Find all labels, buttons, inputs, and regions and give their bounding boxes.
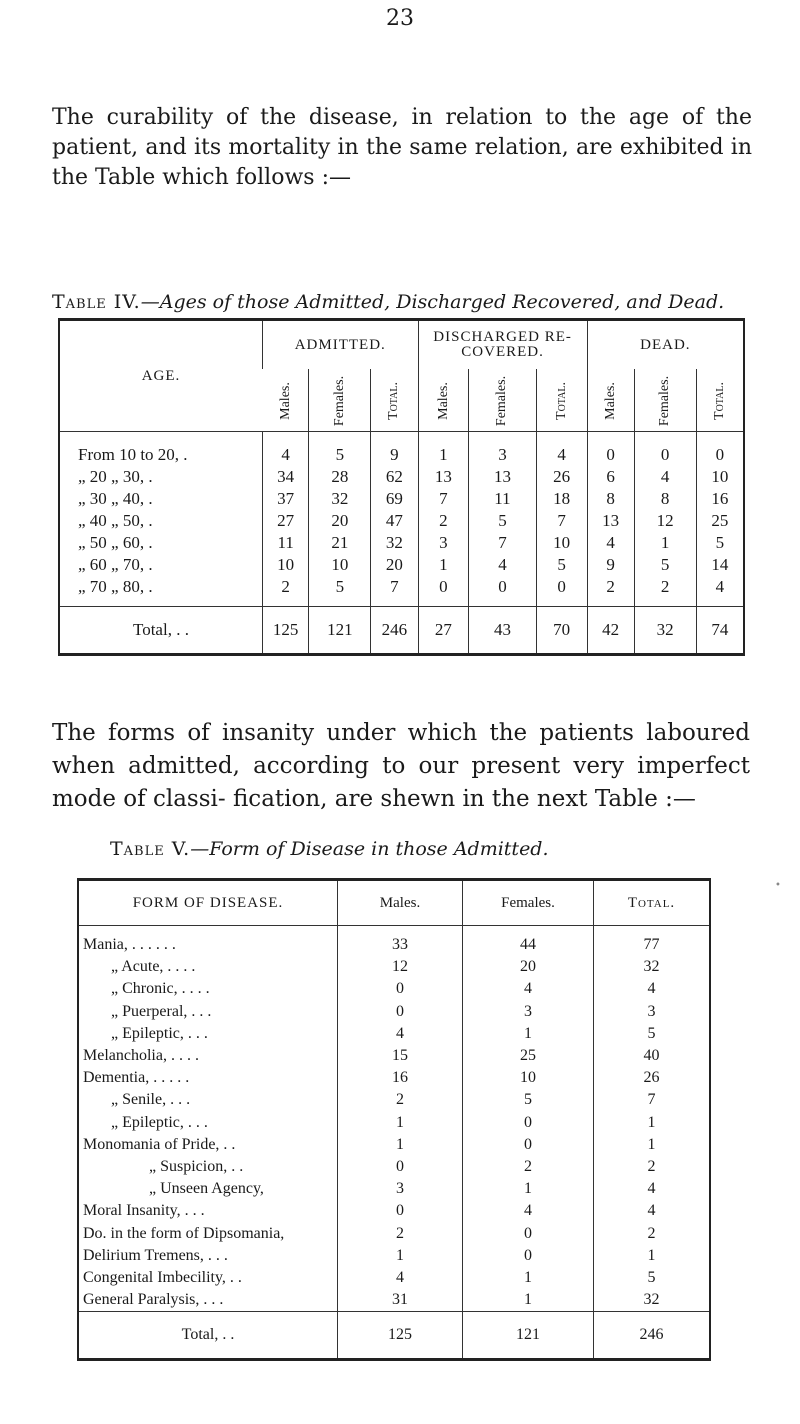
table-cell: 33 xyxy=(338,926,463,957)
table-row xyxy=(59,576,744,598)
group-discharged: DISCHARGED RE- COVERED. xyxy=(418,320,587,370)
table-cell: 26 xyxy=(536,466,587,488)
table-cell: 4 xyxy=(338,1267,463,1289)
disease-form: „ Acute, . . . . xyxy=(111,958,196,976)
intro-paragraph: The curability of the disease, in relation to the age of the patient, and its mortality in the same relation, are exhibited in the Table which follows :— xyxy=(52,105,752,190)
table-cell: 37 xyxy=(263,488,309,510)
table-cell: 5 xyxy=(594,1023,711,1045)
table-cell: 20 xyxy=(309,510,371,532)
table-row xyxy=(78,926,710,957)
age-range: „ 50 „ 60, . xyxy=(78,533,153,552)
table-cell: 0 xyxy=(587,432,634,467)
subheader xyxy=(536,369,587,432)
disease-form: „ Unseen Agency, xyxy=(149,1180,264,1198)
subheader-label: Females. xyxy=(657,375,673,427)
subheader xyxy=(418,369,469,432)
total-cell: 121 xyxy=(463,1312,594,1360)
table-row xyxy=(78,1001,710,1023)
table-cell: 20 xyxy=(463,956,594,978)
group-dead: DEAD. xyxy=(587,320,744,370)
table-cell: 1 xyxy=(338,1245,463,1267)
table-cell: 10 xyxy=(263,554,309,576)
table-cell: 3 xyxy=(463,1001,594,1023)
table-cell: 2 xyxy=(418,510,469,532)
subheader-label: Females. xyxy=(494,375,510,427)
table-cell: 2 xyxy=(594,1222,711,1244)
total-header: Total. xyxy=(594,880,711,926)
table-row xyxy=(59,554,744,576)
table-row xyxy=(78,1112,710,1134)
table-row xyxy=(78,1245,710,1267)
total-row xyxy=(59,607,744,655)
table-cell: 1 xyxy=(594,1245,711,1267)
table-cell: 4 xyxy=(463,978,594,1000)
subheader-label: Males. xyxy=(277,382,293,420)
total-cell: 43 xyxy=(469,607,536,655)
subheader-label: Males. xyxy=(602,382,618,420)
total-label: Total, . . xyxy=(78,1312,338,1360)
table-cell: 7 xyxy=(371,576,418,598)
table-cell: 3 xyxy=(338,1178,463,1200)
table-row xyxy=(78,978,710,1000)
table-row xyxy=(78,1156,710,1178)
table-cell: 4 xyxy=(594,978,711,1000)
table4-title: —Ages of those Admitted, Discharged Recovered, and Dead. xyxy=(140,291,725,313)
table-cell: 32 xyxy=(371,532,418,554)
subheader xyxy=(263,369,309,432)
disease-form: „ Chronic, . . . . xyxy=(111,980,210,998)
table-cell: 28 xyxy=(309,466,371,488)
table-row xyxy=(78,1134,710,1156)
table-cell: 1 xyxy=(418,432,469,467)
disease-form: General Paralysis, . . . xyxy=(83,1291,224,1309)
table-row xyxy=(59,510,744,532)
age-range: „ 70 „ 80, . xyxy=(78,577,153,596)
ages-table xyxy=(58,318,745,656)
table-cell: 47 xyxy=(371,510,418,532)
table-row xyxy=(78,1200,710,1222)
table-cell: 1 xyxy=(594,1134,711,1156)
total-cell: 27 xyxy=(418,607,469,655)
table-cell: 4 xyxy=(587,532,634,554)
disease-form: „ Puerperal, . . . xyxy=(111,1002,212,1020)
table-cell: 27 xyxy=(263,510,309,532)
table-row xyxy=(59,488,744,510)
disease-form: „ Suspicion, . . xyxy=(149,1157,244,1175)
disease-form: Melancholia, . . . . xyxy=(83,1047,199,1065)
table-row xyxy=(78,956,710,978)
group-admitted: ADMITTED. xyxy=(263,320,419,370)
total-row xyxy=(78,1312,710,1360)
forms-table xyxy=(77,878,711,1361)
table-cell: 32 xyxy=(309,488,371,510)
subheader-label: Females. xyxy=(331,375,347,427)
females-header: Females. xyxy=(463,880,594,926)
total-cell: 32 xyxy=(634,607,696,655)
table-row xyxy=(78,1267,710,1289)
table-cell: 0 xyxy=(338,1001,463,1023)
table-cell: 62 xyxy=(371,466,418,488)
table-cell: 2 xyxy=(594,1156,711,1178)
table-cell: 10 xyxy=(696,466,744,488)
table-cell: 40 xyxy=(594,1045,711,1067)
table-row xyxy=(78,1045,710,1067)
table-cell: 13 xyxy=(469,466,536,488)
total-cell: 42 xyxy=(587,607,634,655)
table5-title: —Form of Disease in those Admitted. xyxy=(190,838,549,860)
table-cell: 32 xyxy=(594,956,711,978)
table-cell: 12 xyxy=(634,510,696,532)
table-cell: 0 xyxy=(418,576,469,598)
table-cell: 5 xyxy=(309,576,371,598)
table-cell: 9 xyxy=(587,554,634,576)
forms-paragraph: The forms of insanity under which the patients laboured when admitted, according to our present very imperfect mode of classi- fication, are shewn in the next Table :— xyxy=(52,720,750,812)
disease-form: Dementia, . . . . . xyxy=(83,1069,190,1087)
table-cell: 1 xyxy=(418,554,469,576)
total-cell: 74 xyxy=(696,607,744,655)
table-cell: 5 xyxy=(469,510,536,532)
subheader xyxy=(309,369,371,432)
table-cell: 34 xyxy=(263,466,309,488)
age-range: „ 20 „ 30, . xyxy=(78,467,153,486)
males-header: Males. xyxy=(338,880,463,926)
table-cell: 2 xyxy=(338,1089,463,1111)
age-range: „ 40 „ 50, . xyxy=(78,511,153,530)
subheader-label: Total. xyxy=(711,382,727,420)
table-row xyxy=(78,1089,710,1111)
table-cell: 0 xyxy=(338,1156,463,1178)
total-cell: 246 xyxy=(371,607,418,655)
table-cell: 25 xyxy=(696,510,744,532)
table-cell: 4 xyxy=(594,1200,711,1222)
table-cell: 4 xyxy=(263,432,309,467)
table4-label: Table IV. xyxy=(52,291,141,313)
subheader xyxy=(587,369,634,432)
table-cell: 0 xyxy=(634,432,696,467)
table-cell: 11 xyxy=(263,532,309,554)
table-cell: 4 xyxy=(634,466,696,488)
table-cell: 13 xyxy=(587,510,634,532)
table-cell: 4 xyxy=(536,432,587,467)
table-row xyxy=(78,1178,710,1200)
disease-form: Delirium Tremens, . . . xyxy=(83,1246,228,1264)
table-cell: 7 xyxy=(536,510,587,532)
table-cell: 5 xyxy=(536,554,587,576)
disease-form: „ Senile, . . . xyxy=(111,1091,191,1109)
table-cell: 1 xyxy=(463,1023,594,1045)
table-cell: 0 xyxy=(469,576,536,598)
age-range: „ 60 „ 70, . xyxy=(78,555,153,574)
table-cell: 2 xyxy=(587,576,634,598)
page-number: 23 xyxy=(386,6,414,31)
table-cell: 5 xyxy=(309,432,371,467)
table-cell: 26 xyxy=(594,1067,711,1089)
table-cell: 0 xyxy=(338,1200,463,1222)
subheader xyxy=(634,369,696,432)
table-cell: 14 xyxy=(696,554,744,576)
table-cell: 13 xyxy=(418,466,469,488)
disease-form: „ Epileptic, . . . xyxy=(111,1113,208,1131)
table5-label: Table V. xyxy=(110,838,191,860)
table-row xyxy=(78,1289,710,1312)
subheader xyxy=(469,369,536,432)
total-label: Total, . . xyxy=(59,607,263,655)
total-cell: 70 xyxy=(536,607,587,655)
table-cell: 12 xyxy=(338,956,463,978)
disease-form: „ Epileptic, . . . xyxy=(111,1024,208,1042)
table-cell: 8 xyxy=(587,488,634,510)
table-cell: 0 xyxy=(463,1112,594,1134)
table-cell: 10 xyxy=(536,532,587,554)
table-cell: 21 xyxy=(309,532,371,554)
table-cell: 1 xyxy=(634,532,696,554)
table-cell: 2 xyxy=(338,1222,463,1244)
total-cell: 125 xyxy=(338,1312,463,1360)
form-header: FORM OF DISEASE. xyxy=(78,880,338,926)
disease-form: Mania, . . . . . . xyxy=(83,936,176,954)
table-cell: 18 xyxy=(536,488,587,510)
table-cell: 2 xyxy=(263,576,309,598)
table-cell: 1 xyxy=(594,1112,711,1134)
disease-form: Moral Insanity, . . . xyxy=(83,1202,205,1220)
disease-form: Congenital Imbecility, . . xyxy=(83,1268,242,1286)
disease-form: Do. in the form of Dipsomania, xyxy=(83,1224,285,1242)
table-cell: 0 xyxy=(463,1134,594,1156)
table-cell: 1 xyxy=(463,1178,594,1200)
subheader-label: Total. xyxy=(553,382,569,420)
table-cell: 1 xyxy=(338,1134,463,1156)
subheader xyxy=(371,369,418,432)
subheader xyxy=(696,369,744,432)
table-cell: 7 xyxy=(594,1089,711,1111)
table-row xyxy=(78,1067,710,1089)
table-cell: 4 xyxy=(463,1200,594,1222)
table-cell: 4 xyxy=(469,554,536,576)
subheader-label: Males. xyxy=(435,382,451,420)
table-row xyxy=(78,1023,710,1045)
table-cell: 2 xyxy=(463,1156,594,1178)
table-cell: 0 xyxy=(338,978,463,1000)
table-cell: 9 xyxy=(371,432,418,467)
table-cell: 2 xyxy=(634,576,696,598)
total-cell: 121 xyxy=(309,607,371,655)
disease-form: Monomania of Pride, . . xyxy=(83,1135,236,1153)
table4-caption xyxy=(52,291,724,313)
table-cell: 31 xyxy=(338,1289,463,1312)
table-cell: 1 xyxy=(463,1267,594,1289)
table-cell: 3 xyxy=(469,432,536,467)
table-cell: 0 xyxy=(463,1222,594,1244)
age-range: From 10 to 20, . xyxy=(78,445,188,464)
table-cell: 5 xyxy=(634,554,696,576)
table-cell: 7 xyxy=(418,488,469,510)
table-cell: 15 xyxy=(338,1045,463,1067)
table-cell: 10 xyxy=(309,554,371,576)
table-cell: 5 xyxy=(594,1267,711,1289)
table-cell: 16 xyxy=(338,1067,463,1089)
table5-caption xyxy=(110,838,549,860)
table-cell: 0 xyxy=(536,576,587,598)
age-range: „ 30 „ 40, . xyxy=(78,489,153,508)
table-row xyxy=(59,432,744,467)
table-cell: 5 xyxy=(696,532,744,554)
total-cell: 246 xyxy=(594,1312,711,1360)
table-cell: 8 xyxy=(634,488,696,510)
table-cell: 7 xyxy=(469,532,536,554)
table-cell: 0 xyxy=(463,1245,594,1267)
table-row xyxy=(59,532,744,554)
table-cell: 4 xyxy=(696,576,744,598)
subheader-label: Total. xyxy=(386,382,402,420)
table-cell: 69 xyxy=(371,488,418,510)
table-cell: 11 xyxy=(469,488,536,510)
table-cell: 32 xyxy=(594,1289,711,1312)
total-cell: 125 xyxy=(263,607,309,655)
table-cell: 6 xyxy=(587,466,634,488)
table-row xyxy=(59,466,744,488)
table-cell: 25 xyxy=(463,1045,594,1067)
table-cell: 1 xyxy=(463,1289,594,1312)
table-cell: 1 xyxy=(338,1112,463,1134)
table-cell: 3 xyxy=(418,532,469,554)
table-cell: 0 xyxy=(696,432,744,467)
table-cell: 3 xyxy=(594,1001,711,1023)
table-cell: 4 xyxy=(594,1178,711,1200)
table-cell: 16 xyxy=(696,488,744,510)
table-cell: 4 xyxy=(338,1023,463,1045)
table-cell: 44 xyxy=(463,926,594,957)
table-cell: 5 xyxy=(463,1089,594,1111)
margin-mark: • xyxy=(775,880,781,891)
table-cell: 10 xyxy=(463,1067,594,1089)
table-cell: 20 xyxy=(371,554,418,576)
table-row xyxy=(78,1222,710,1244)
table-cell: 77 xyxy=(594,926,711,957)
age-header: AGE. xyxy=(59,320,263,432)
